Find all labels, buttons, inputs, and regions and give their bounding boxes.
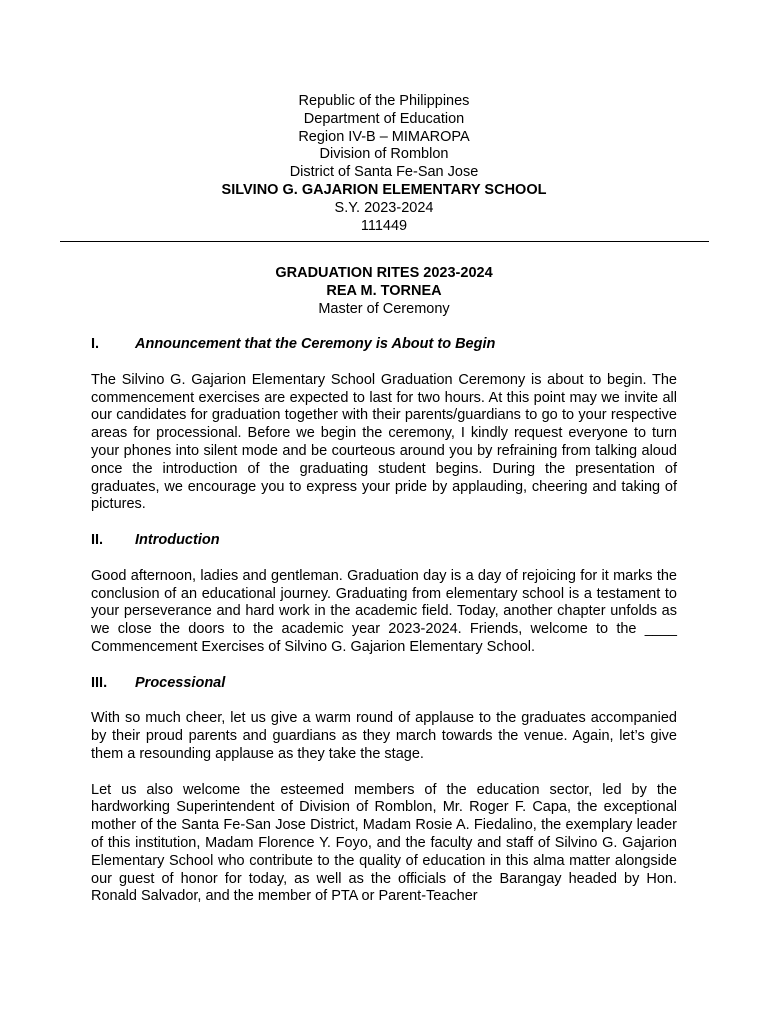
section-announcement <box>91 336 677 514</box>
section-introduction <box>91 532 677 657</box>
section-title: Announcement that the Ceremony is About to Begin <box>135 336 496 352</box>
school-year: S.Y. 2023-2024 <box>334 199 434 216</box>
region-line: Region IV-B – MIMAROPA <box>298 128 470 145</box>
header-divider <box>60 241 709 242</box>
paragraph: The Silvino G. Gajarion Elementary School Graduation Ceremony is about to begin. The commencement exercises are expected to last for two hours. At this point may we invite all our candidates for graduation together with their parents/guardians to go to your respective areas for processional. Before we begin the ceremony, I kindly request everyone to turn your phones into silent mode and be courteous around you by refraining from talking aloud once the introduction of the graduating student begins. During the presentation of graduates, we encourage you to express your pride by applauding, cheering and taking of pictures. <box>91 371 677 513</box>
section-number: I. <box>91 336 100 352</box>
section-processional <box>91 675 677 907</box>
school-name: SILVINO G. GAJARION ELEMENTARY SCHOOL <box>221 181 547 198</box>
section-title: Introduction <box>135 531 220 548</box>
mc-role: Master of Ceremony <box>318 300 450 317</box>
section-title: Processional <box>135 674 226 691</box>
paragraph: With so much cheer, let us give a warm round of applause to the graduates accompanied by their proud parents and guardians as they march towards the venue. Again, let’s give them a resounding applause as they take the stage. <box>91 710 677 762</box>
script-body <box>91 336 677 906</box>
section-heading <box>91 532 677 550</box>
division-line: Division of Romblon <box>319 146 449 163</box>
letterhead <box>0 93 768 235</box>
department-line: Department of Education <box>303 110 465 127</box>
country-line: Republic of the Philippines <box>298 93 470 109</box>
event-title: GRADUATION RITES 2023-2024 <box>275 265 493 281</box>
paragraph: Let us also welcome the esteemed members of the education sector, led by the hardworking Superintendent of Division of Romblon, Mr. Roger F. Capa, the exceptional mother of the Santa Fe-San Jose District, Madam Rosie A. Fiedalino, the exemplary leader of this institution, Madam Florence Y. Foyo, and the faculty and staff of Silvino G. Gajarion Elementary School who contribute to the quality of education in this alma matter alongside our guest of honor for today, as well as the officials of the Barangay headed by Hon. Ronald Salvador, and the member of PTA or Parent-Teacher <box>91 781 677 905</box>
school-id: 111449 <box>360 217 408 234</box>
paragraph: Good afternoon, ladies and gentleman. Graduation day is a day of rejoicing for it marks the conclusion of an educational journey. Graduating from elementary school is a testament to your perseverance and hard work in the academic field. Today, another chapter unfolds as we close the doors to the academic year 2023-2024. Friends, welcome to the ____ Commencement Exercises of Silvino G. Gajarion Elementary School. <box>91 567 677 655</box>
section-number: III. <box>91 674 108 691</box>
mc-name: REA M. TORNEA <box>326 282 442 299</box>
program-title-block <box>0 265 768 318</box>
section-heading <box>91 336 677 354</box>
section-heading <box>91 675 677 693</box>
section-number: II. <box>91 531 104 548</box>
district-line: District of Santa Fe-San Jose <box>289 164 479 181</box>
